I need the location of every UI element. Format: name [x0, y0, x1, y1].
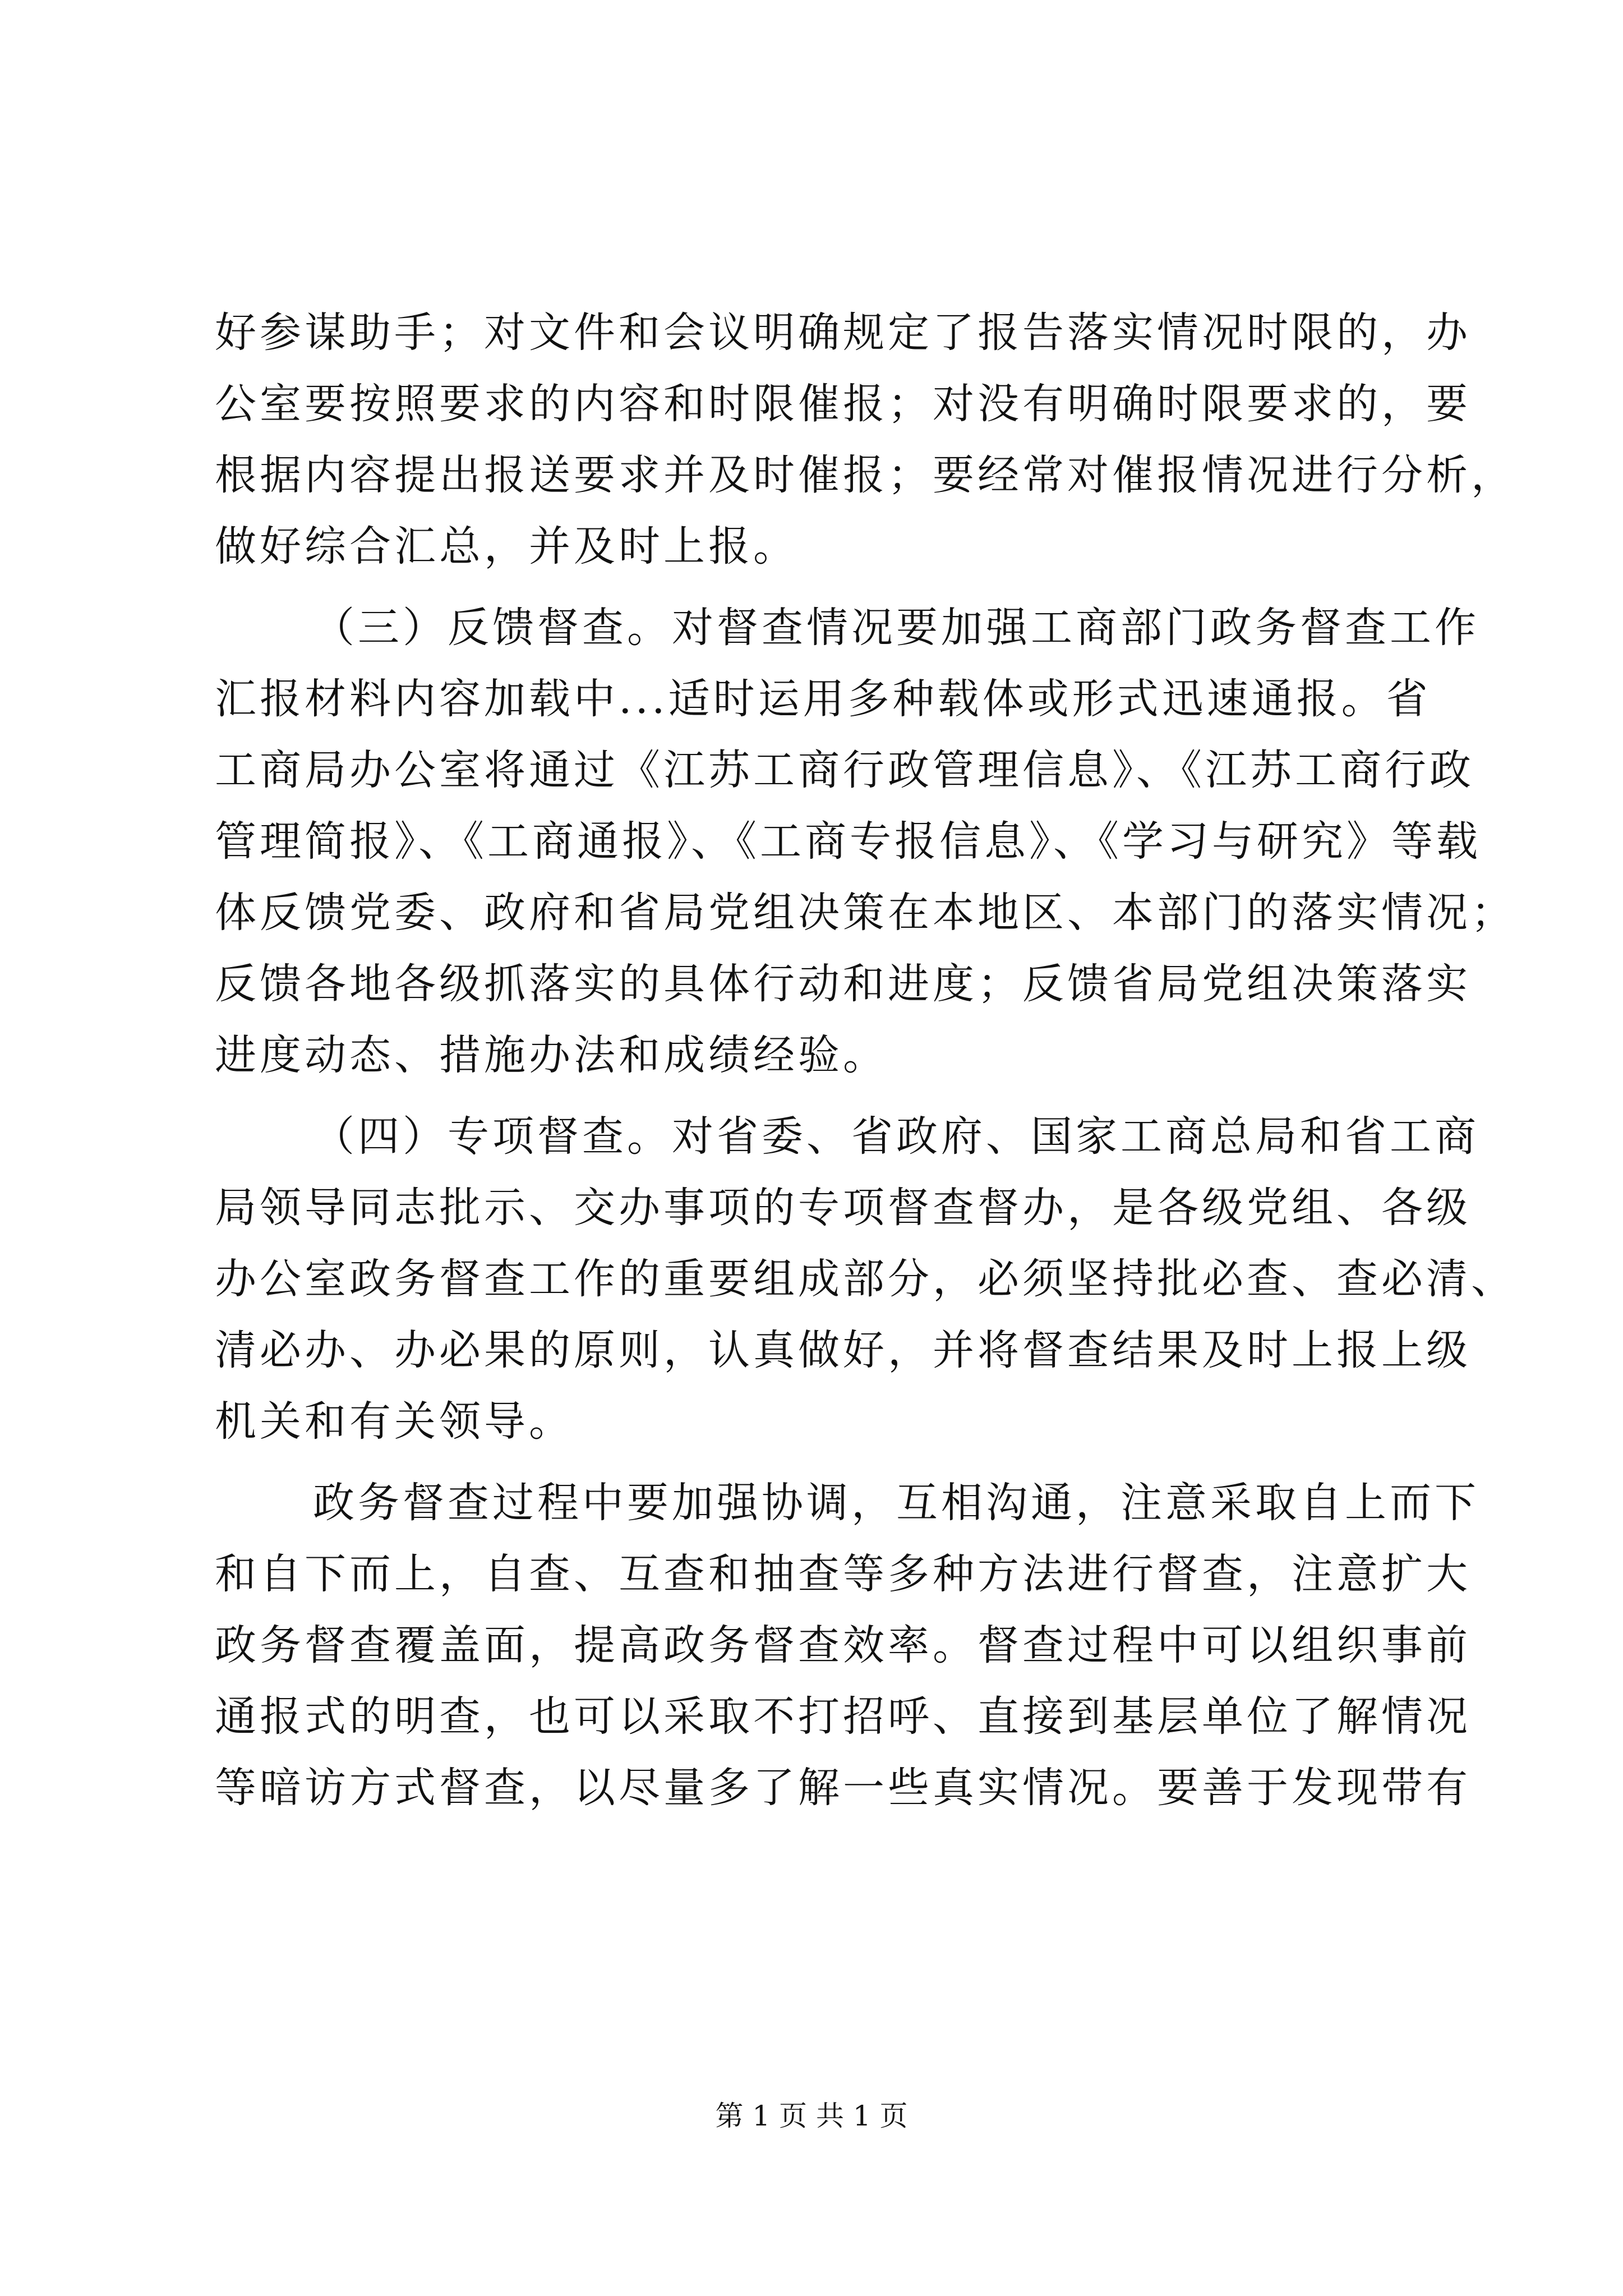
- paragraph: [215, 1101, 1516, 1457]
- text-line: 进度动态、措施办法和成绩经验。: [215, 1031, 888, 1079]
- text-line: 体反馈党委、政府和省局党组决策在本地区、本部门的落实情况；: [215, 889, 1516, 937]
- text-line: 好参谋助手；对文件和会议明确规定了报告落实情况时限的，办: [215, 309, 1471, 357]
- document-body: [215, 297, 1516, 1824]
- text-line: 通报式的明查，也可以采取不打招呼、直接到基层单位了解情况: [215, 1692, 1471, 1741]
- paragraph: [215, 297, 1516, 582]
- text-line: 公室要按照要求的内容和时限催报；对没有明确时限要求的，要: [215, 380, 1471, 428]
- text-line: 管理简报》、《工商通报》、《工商专报信息》、《学习与研究》等载: [215, 817, 1481, 866]
- text-line: 办公室政务督查工作的重要组成部分，必须坚持批必查、查必清、: [215, 1255, 1516, 1303]
- text-line: 政务督查过程中要加强协调，互相沟通，注意采取自上而下: [313, 1479, 1479, 1527]
- text-line: 根据内容提出报送要求并及时催报；要经常对催报情况进行分析，: [215, 451, 1516, 499]
- text-line: 清必办、办必果的原则，认真做好，并将督查结果及时上报上级: [215, 1326, 1471, 1374]
- text-line: 政务督查覆盖面，提高政务督查效率。督查过程中可以组织事前: [215, 1621, 1471, 1669]
- paragraph: [215, 1467, 1479, 1824]
- text-line: 机关和有关领导。: [215, 1397, 574, 1446]
- text-line: 工商局办公室将通过《江苏工商行政管理信息》、《江苏工商行政: [215, 746, 1474, 794]
- text-line: （四）专项督查。对省委、省政府、国家工商总局和省工商: [313, 1112, 1479, 1161]
- text-line: 做好综合汇总，并及时上报。: [215, 522, 798, 570]
- text-line: 反馈各地各级抓落实的具体行动和进度；反馈省局党组决策落实: [215, 960, 1471, 1008]
- text-line: 等暗访方式督查，以尽量多了解一些真实情况。要善于发现带有: [215, 1764, 1471, 1812]
- page-number-label: 第 1 页 共 1 页: [715, 2100, 908, 2132]
- text-line: （三）反馈督查。对督查情况要加强工商部门政务督查工作: [313, 604, 1479, 652]
- text-line: 和自下而上，自查、互查和抽查等多种方法进行督查，注意扩大: [215, 1550, 1471, 1598]
- text-line: 汇报材料内容加载中...适时运用多种载体或形式迅速通报。省: [215, 675, 1431, 723]
- paragraph: [215, 592, 1516, 1091]
- text-line: 局领导同志批示、交办事项的专项督查督办，是各级党组、各级: [215, 1184, 1471, 1232]
- page-footer: [0, 2099, 1623, 2133]
